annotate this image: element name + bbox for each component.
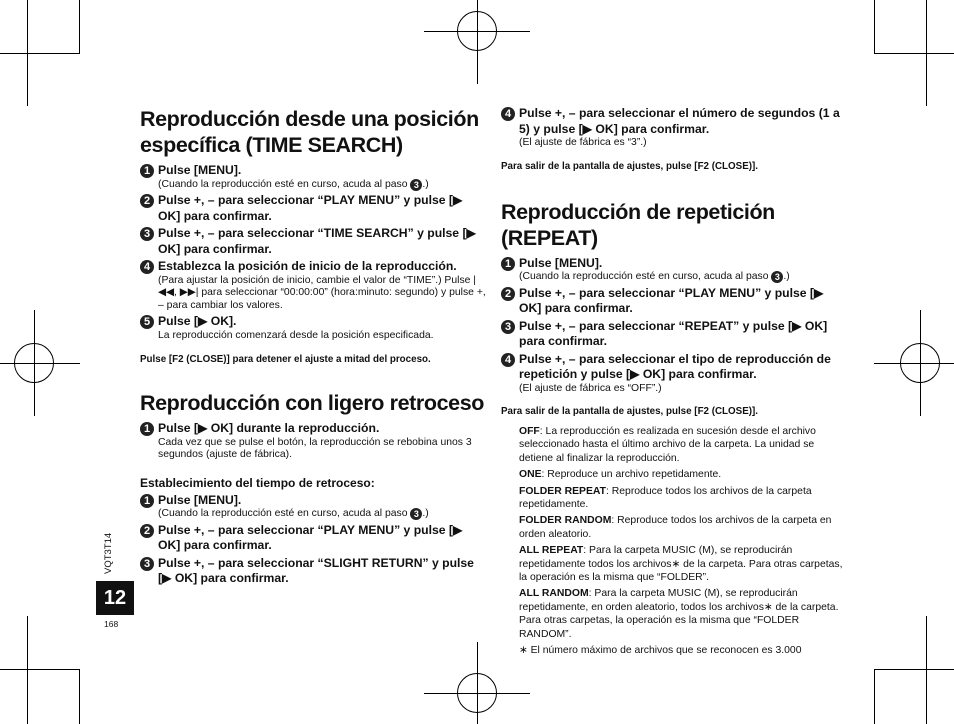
- step-number: 5: [140, 315, 154, 329]
- mode-folder-random: [519, 514, 849, 541]
- footnote-close: Pulse [F2 (CLOSE)] para detener el ajuste a mitad del proceso.: [140, 354, 431, 365]
- step-number: 3: [501, 320, 515, 334]
- step-4: [140, 259, 486, 312]
- step-text: Pulse [MENU].: [158, 492, 242, 507]
- step-4: [501, 106, 849, 150]
- mode-one: [519, 468, 849, 481]
- mode-desc: : Reproduce todos los archivos de la carpeta en orden aleatorio.: [519, 515, 832, 540]
- mode-desc: : La reproducción es realizada en sucesión desde el archivo seleccionado hasta el último archivo de la carpeta. La unidad se detiene al finalizar la reproducción.: [519, 426, 816, 464]
- step-reference-icon: 3: [410, 179, 422, 191]
- step-note: [158, 179, 486, 192]
- document-code: VQT3T14: [103, 532, 114, 574]
- step-text: Establezca la posición de inicio de la reproducción.: [158, 259, 457, 273]
- mode-all-repeat: [519, 544, 849, 584]
- repeat-modes-list: [501, 425, 849, 658]
- mode-off: [519, 425, 849, 465]
- step-number: 4: [501, 353, 515, 367]
- step-2: [140, 523, 486, 554]
- step-number: 1: [140, 494, 154, 508]
- section-title-repeat: Reproducción de repetición (REPEAT): [501, 199, 775, 250]
- step-note: [158, 508, 486, 521]
- subheading-return-time: Establecimiento del tiempo de retroceso:: [140, 475, 375, 490]
- step-note: Cada vez que se pulse el botón, la reproducción se rebobina unos 3 segundos (ajuste de fábrica).: [158, 436, 472, 460]
- step-text: Pulse +, – para seleccionar “SLIGHT RETURN” y pulse [▶ OK] para confirmar.: [158, 555, 474, 585]
- step-number: 1: [140, 422, 154, 436]
- step-text: Pulse +, – para seleccionar “PLAY MENU” y pulse [▶ OK] para confirmar.: [158, 193, 463, 223]
- mode-folder-repeat: [519, 485, 849, 512]
- step-number: 1: [501, 257, 515, 271]
- step-number: 4: [140, 260, 154, 274]
- step-note: (El ajuste de fábrica es “3”.): [519, 137, 647, 148]
- mode-desc: : Reproduce un archivo repetidamente.: [541, 469, 722, 481]
- step-2: [140, 193, 486, 224]
- asterisk-note: ∗ El número máximo de archivos que se reconocen es 3.000: [519, 645, 802, 657]
- footnote-close: Para salir de la pantalla de ajustes, pulse [F2 (CLOSE)].: [501, 406, 758, 417]
- mode-term: OFF: [519, 426, 540, 437]
- step-2: [501, 286, 849, 317]
- step-text: Pulse +, – para seleccionar el número de segundos (1 a 5) y pulse [▶ OK] para confirmar.: [519, 106, 840, 136]
- step-text: Pulse +, – para seleccionar “TIME SEARCH” y pulse [▶ OK] para confirmar.: [158, 226, 476, 256]
- step-note: (Para ajustar la posición de inicio, cambie el valor de “TIME”.) Pulse |◀◀, ▶▶| para seleccionar “00:00:00” (hora:minuto: segundo) y pulse +, – para cambiar los valores.: [158, 274, 486, 311]
- mode-term: ALL REPEAT: [519, 545, 584, 557]
- step-3: [501, 319, 849, 350]
- section-title-slight-return: Reproducción con ligero retroceso: [140, 391, 485, 415]
- note-text: (Cuando la reproducción esté en curso, acuda al paso: [519, 271, 772, 282]
- step-number: 2: [140, 524, 154, 538]
- step-text: Pulse [▶ OK] durante la reproducción.: [158, 421, 380, 435]
- step-text: Pulse +, – para seleccionar “PLAY MENU” y pulse [▶ OK] para confirmar.: [519, 285, 824, 315]
- mode-term: ONE: [519, 469, 542, 481]
- mode-desc: : Para la carpeta MUSIC (M), se reproducirán repetidamente todos los archivos∗ de la carpeta. Para otras carpetas, la operación es la misma que “FOLDER”.: [519, 545, 843, 584]
- step-3: [140, 556, 486, 587]
- right-column: [501, 106, 849, 661]
- step-number: 3: [140, 227, 154, 241]
- step-text: Pulse [▶ OK].: [158, 314, 237, 328]
- step-reference-icon: 3: [410, 508, 422, 520]
- footnote-close: Para salir de la pantalla de ajustes, pulse [F2 (CLOSE)].: [501, 160, 758, 172]
- step-number: 4: [501, 107, 515, 121]
- step-1: [501, 256, 849, 284]
- mode-desc: : Reproduce todos los archivos de la carpeta repetidamente.: [519, 485, 812, 511]
- mode-term: ALL RANDOM: [519, 588, 589, 600]
- step-number: 2: [140, 194, 154, 208]
- step-number: 3: [140, 557, 154, 571]
- mode-term: FOLDER RANDOM: [519, 515, 612, 527]
- step-1: [140, 163, 486, 191]
- mode-desc: : Para la carpeta MUSIC (M), se reproducirán repetidamente, en orden aleatorio, todos los archivos∗ de la carpeta. Para otras carpetas, la operación es la misma que “FOLDER RANDOM”.: [519, 588, 839, 640]
- step-5: [140, 314, 486, 342]
- step-note: (El ajuste de fábrica es “OFF”.): [519, 382, 662, 394]
- step-note: La reproducción comenzará desde la posición especificada.: [158, 329, 434, 341]
- mode-term: FOLDER REPEAT: [519, 485, 606, 497]
- page-tab: 12: [96, 581, 134, 615]
- step-number: 2: [501, 287, 515, 301]
- step-1: [140, 493, 486, 521]
- step-number: 1: [140, 164, 154, 178]
- left-column: [140, 106, 486, 589]
- note-text: (Cuando la reproducción esté en curso, acuda al paso: [158, 178, 411, 190]
- step-text: Pulse +, – para seleccionar el tipo de reproducción de repetición y pulse [▶ OK] para confirmar.: [519, 351, 831, 381]
- step-reference-icon: 3: [771, 271, 783, 283]
- page-number: 168: [104, 619, 119, 629]
- step-3: [140, 226, 486, 257]
- note-text-end: .): [783, 271, 790, 282]
- step-note: [519, 271, 849, 284]
- mode-all-random: [519, 587, 849, 641]
- step-text: Pulse [MENU].: [158, 163, 242, 177]
- note-text: (Cuando la reproducción esté en curso, acuda al paso: [158, 508, 411, 519]
- step-text: Pulse +, – para seleccionar “PLAY MENU” y pulse [▶ OK] para confirmar.: [158, 522, 463, 552]
- step-text: Pulse [MENU].: [519, 255, 603, 270]
- step-4: [501, 352, 849, 396]
- step-text: Pulse +, – para seleccionar “REPEAT” y pulse [▶ OK] para confirmar.: [519, 318, 828, 348]
- note-text-end: .): [422, 178, 429, 190]
- section-title-time-search: Reproducción desde una posición específica (TIME SEARCH): [140, 107, 479, 157]
- note-text-end: .): [422, 508, 429, 519]
- step-1: [140, 421, 486, 462]
